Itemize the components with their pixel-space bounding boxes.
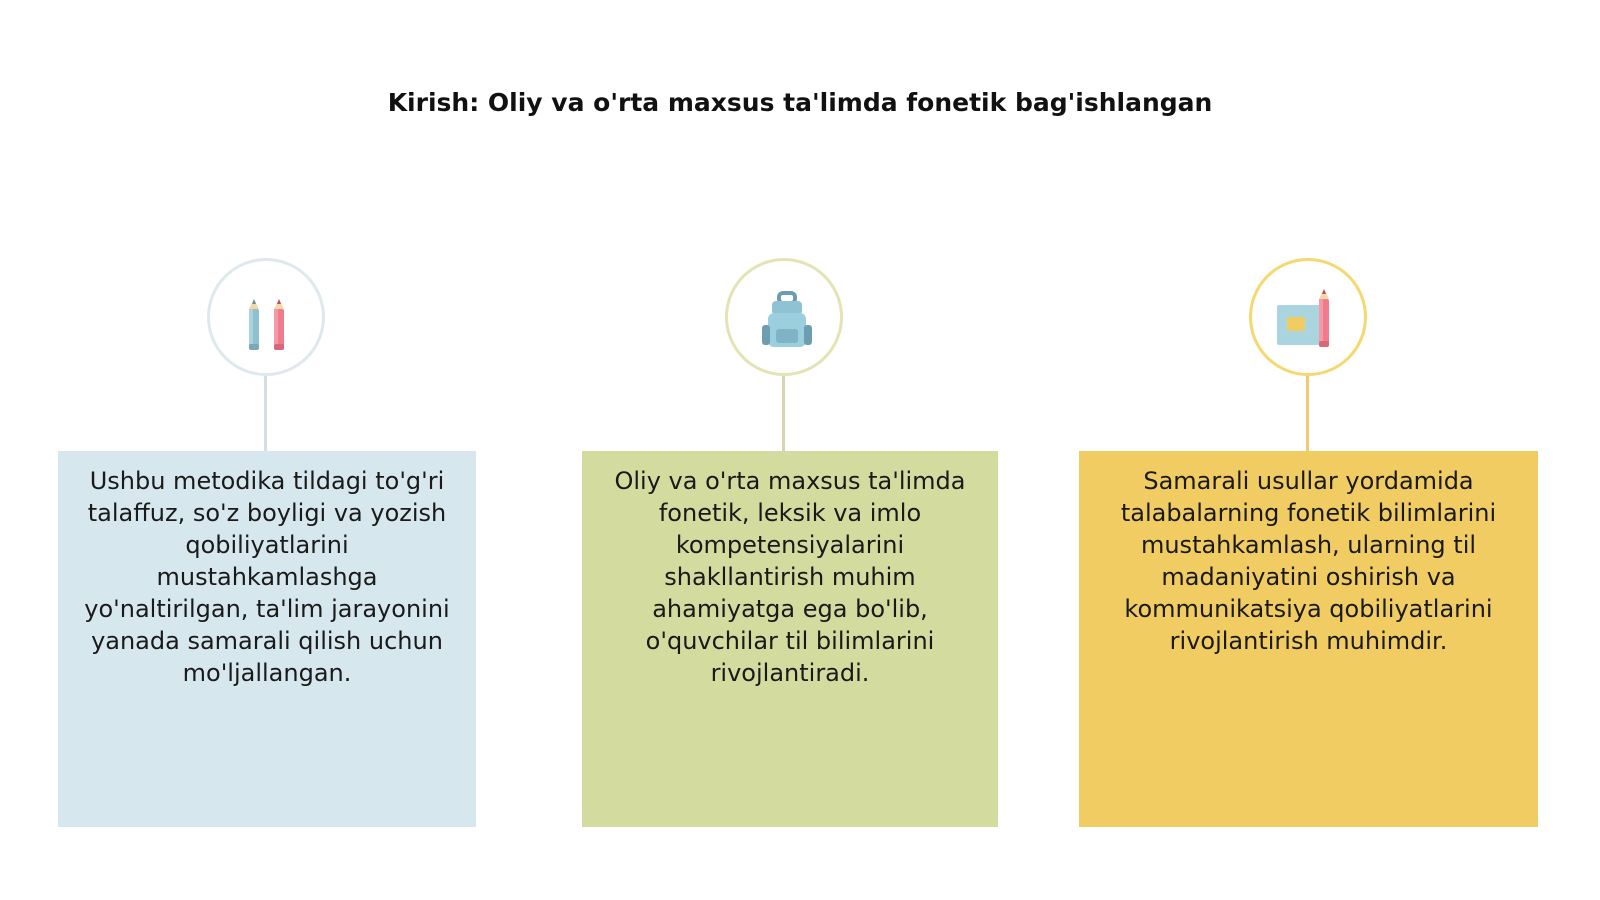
info-card [582,451,998,827]
info-card-text: Oliy va o'rta maxsus ta'limda fonetik, leksik va imlo kompetensiyalarini shakllantirish muhim ahamiyatga ega bo'lib, o'quvchilar til bilimlarini rivojlantiradi. [614,467,966,687]
backpack-icon [728,261,846,379]
drawing-icon [1252,261,1370,379]
info-card [58,451,476,827]
slide-title: Kirish: Oliy va o'rta maxsus ta'limda fonetik bag'ishlangan [387,88,1213,117]
info-card-text: Ushbu metodika tildagi to'g'ri talaffuz, so'z boyligi va yozish qobiliyatlarini mustahkamlashga yo'naltirilgan, ta'lim jarayonini yanada samarali qilish uchun mo'ljallangan. [84,467,450,687]
connector-line [782,376,785,451]
drawing-icon-badge [1249,258,1367,376]
connector-line [264,376,267,451]
pencils-icon-badge [207,258,325,376]
info-card [1079,451,1538,827]
backpack-icon-badge [725,258,843,376]
connector-line [1306,376,1309,451]
pencils-icon [210,261,328,379]
info-card-text: Samarali usullar yordamida talabalarning fonetik bilimlarini mustahkamlash, ularning til madaniyatini oshirish va kommunikatsiya qobiliyatlarini rivojlantirish muhimdir. [1120,467,1497,655]
